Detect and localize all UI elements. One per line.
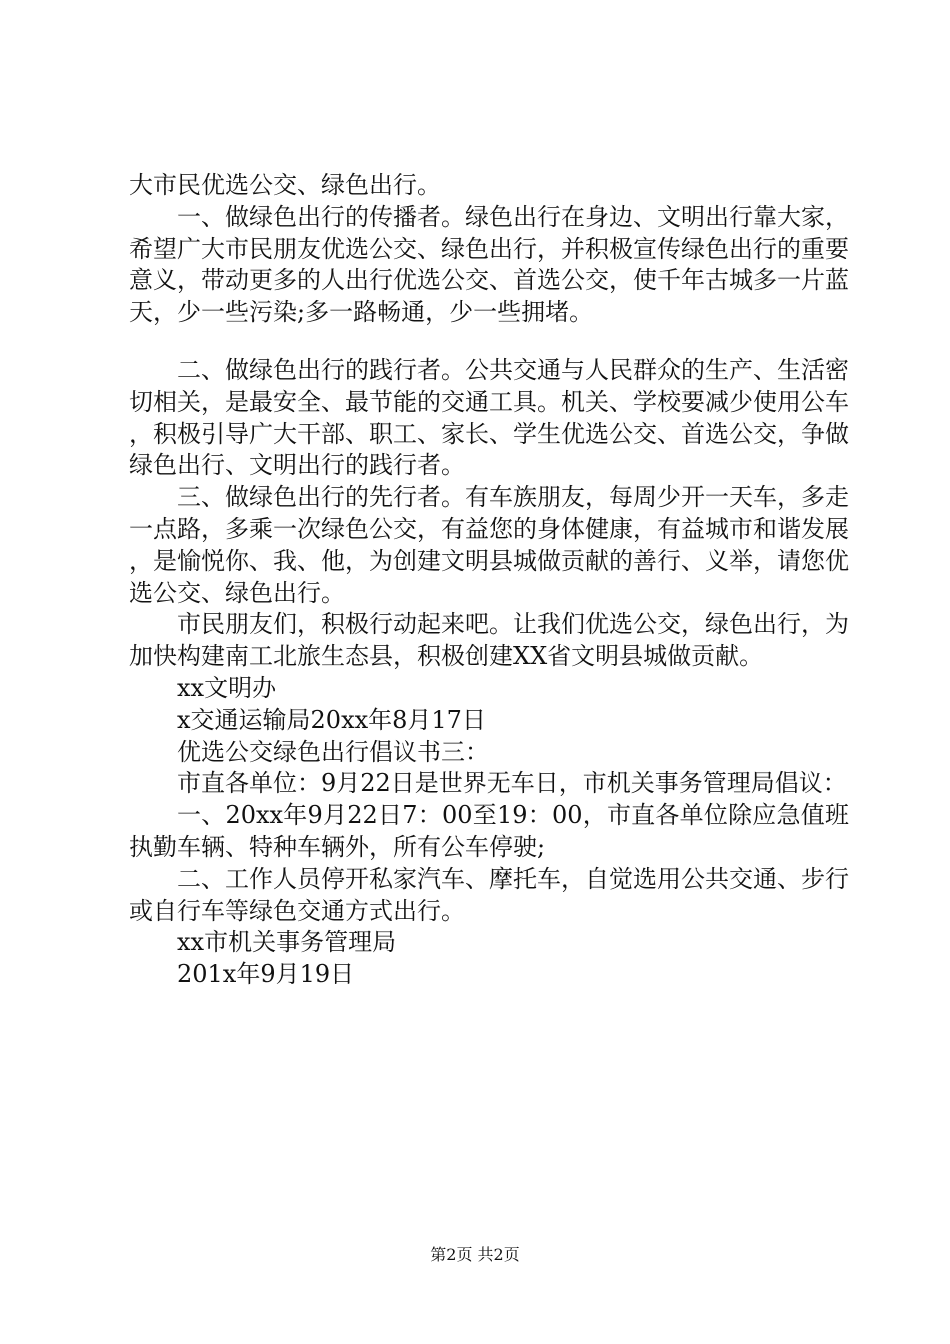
signature-date: 201x年9月19日: [177, 960, 355, 989]
paragraph-item-one: 一、20xx年9月22日7：00至19：00，市直各单位除应急值班执勤车辆、特种车辆外，所有公车停驶;: [129, 801, 849, 861]
paragraph-salutation: 市直各单位：9月22日是世界无车日，市机关事务管理局倡议：: [177, 769, 847, 798]
signature-civilization-office: xx文明办: [177, 673, 277, 702]
paragraph-spacer: [129, 329, 849, 355]
paragraph-point-two: 二、做绿色出行的践行者。公共交通与人民群众的生产、生活密切相关，是最安全、最节能的交通工具。机关、学校要减少使用公车，积极引导广大干部、职工、家长、学生优选公交、首选公交，争做绿色出行、文明出行的践行者。: [129, 355, 849, 480]
signature-transport-bureau-date: x交通运输局20xx年8月17日: [177, 705, 486, 734]
document-body: [129, 170, 849, 991]
paragraph-point-three: 三、做绿色出行的先行者。有车族朋友，每周少开一天车，多走一点路，多乘一次绿色公交，有益您的身体健康，有益城市和谐发展，是愉悦你、我、他，为创建文明县城做贡献的善行、义举，请您优选公交、绿色出行。: [129, 483, 849, 607]
paragraph-point-one: 一、做绿色出行的传播者。绿色出行在身边、文明出行靠大家，希望广大市民朋友优选公交、绿色出行，并积极宣传绿色出行的重要意义，带动更多的人出行优选公交、首选公交，使千年古城多一片蓝天，少一些污染;多一路畅通，少一些拥堵。: [129, 202, 849, 327]
page-number-footer: 第2页 共2页: [430, 1245, 520, 1264]
paragraph-item-two: 二、工作人员停开私家汽车、摩托车，自觉选用公共交通、步行或自行车等绿色交通方式出行。: [129, 864, 849, 925]
section-heading-proposal-three: 优选公交绿色出行倡议书三：: [177, 737, 489, 766]
paragraph-intro-tail: 大市民优选公交、绿色出行。: [129, 171, 441, 199]
paragraph-call-to-action: 市民朋友们，积极行动起来吧。让我们优选公交，绿色出行，为加快构建南工北旅生态县，积极创建XX省文明县城做贡献。: [129, 610, 849, 671]
signature-affairs-bureau: xx市机关事务管理局: [177, 928, 397, 957]
